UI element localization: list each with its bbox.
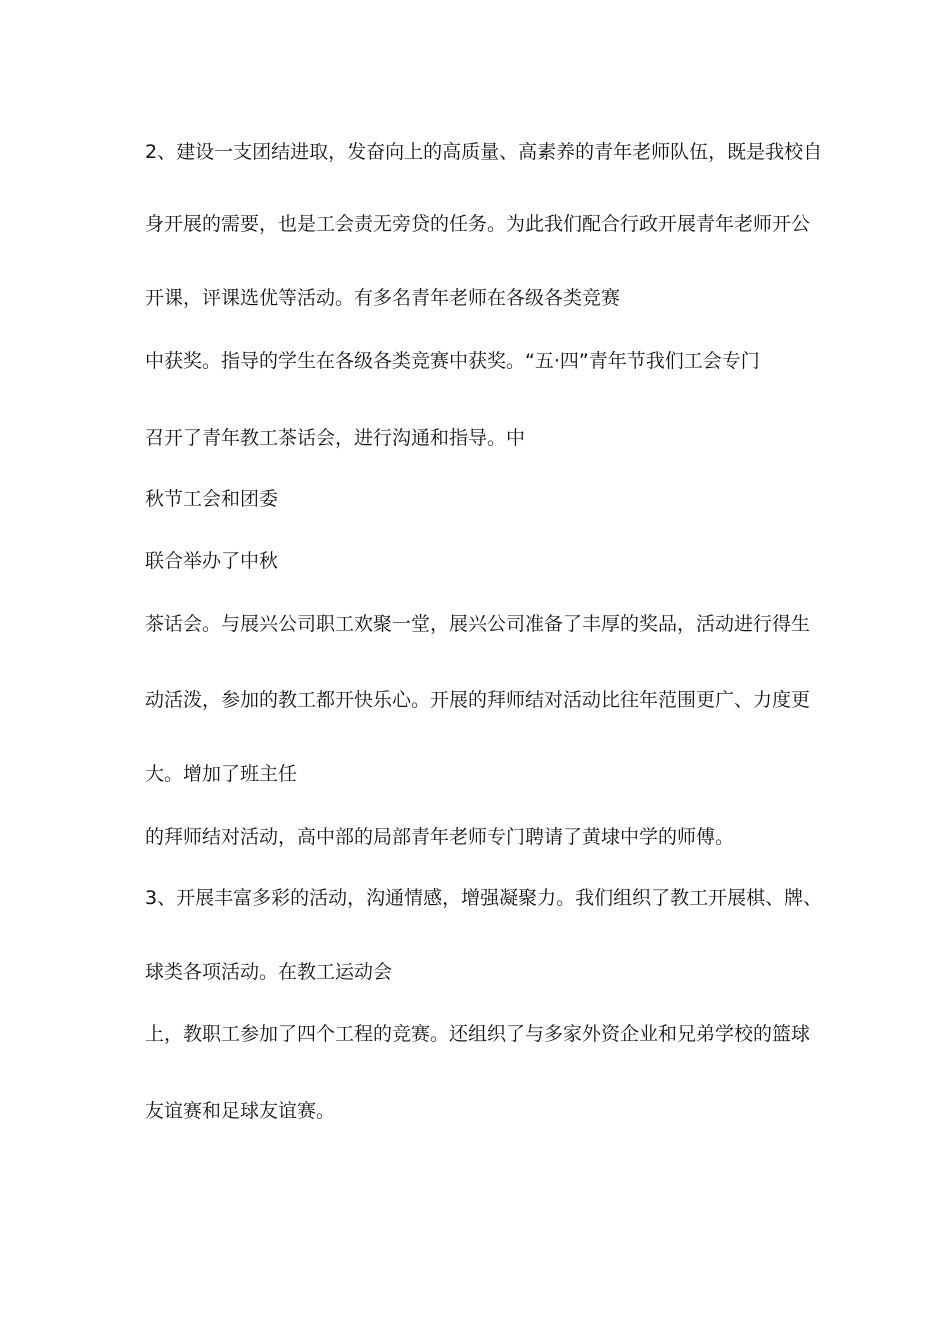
text-line: 的拜师结对活动，高中部的局部青年老师专门聘请了黄埭中学的师傅。 <box>145 826 735 848</box>
text-line: 大。增加了班主任 <box>145 763 298 785</box>
text-line: 中获奖。指导的学生在各级各类竞赛中获奖。“五·四”青年节我们工会专门 <box>145 350 760 372</box>
text-line: 上，教职工参加了四个工程的竞赛。还组织了与多家外资企业和兄弟学校的篮球 <box>145 1023 811 1045</box>
text-line: 2、建设一支团结进取，发奋向上的高质量、高素养的青年老师队伍，既是我校自 <box>145 141 823 163</box>
text-line: 秋节工会和团委 <box>145 488 279 510</box>
text-line: 联合举办了中秋 <box>145 550 279 572</box>
text-line: 友谊赛和足球友谊赛。 <box>145 1100 336 1122</box>
text-line: 球类各项活动。在教工运动会 <box>145 961 393 983</box>
text-line: 茶话会。与展兴公司职工欢聚一堂，展兴公司准备了丰厚的奖品，活动进行得生 <box>145 613 811 635</box>
text-line: 身开展的需要，也是工会责无旁贷的任务。为此我们配合行政开展青年老师开公 <box>145 213 811 235</box>
text-line: 动活泼，参加的教工都开快乐心。开展的拜师结对活动比往年范围更广、力度更 <box>145 689 811 711</box>
text-line: 召开了青年教工茶话会，进行沟通和指导。中 <box>145 427 526 449</box>
text-line: 开课，评课选优等活动。有多名青年老师在各级各类竞赛 <box>145 287 621 309</box>
text-line: 3、开展丰富多彩的活动，沟通情感，增强凝聚力。我们组织了教工开展棋、牌、 <box>145 887 823 909</box>
